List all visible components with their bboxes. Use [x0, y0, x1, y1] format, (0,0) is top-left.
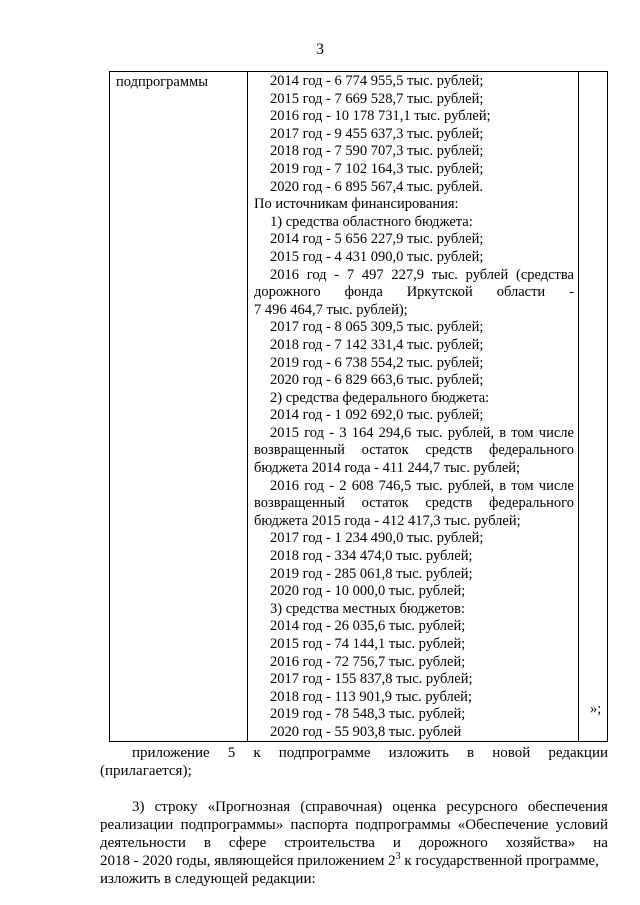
word: в: [203, 835, 211, 851]
word: рублей,: [447, 424, 495, 441]
word: Иркутской: [406, 284, 473, 301]
word: редакции: [548, 745, 608, 761]
word: -: [569, 284, 574, 301]
word: 2015: [270, 424, 299, 441]
financing-cell: [254, 73, 574, 742]
financing-line: 2019 год - 6 738 554,2 тыс. рублей;: [270, 354, 484, 371]
word: год: [304, 477, 324, 494]
word: рублей,: [447, 477, 495, 494]
word: (средства: [515, 266, 574, 283]
word: обеспечения: [527, 799, 608, 815]
word: 2016: [270, 477, 299, 494]
word: (справочная): [300, 799, 383, 815]
word: подпрограммы: [355, 817, 451, 833]
superscript: 3: [395, 851, 401, 862]
word: средств: [425, 442, 473, 459]
word: -: [329, 424, 335, 441]
financing-line: 2014 год - 1 092 692,0 тыс. рублей;: [270, 407, 484, 424]
word: -: [334, 266, 340, 283]
financing-line: 2018 год - 7 590 707,3 тыс. рублей;: [270, 143, 484, 160]
word: средств: [425, 495, 473, 512]
word: к: [253, 745, 261, 761]
word: «Обеспечение: [457, 817, 549, 833]
word: тыс.: [416, 424, 443, 441]
word: -: [329, 477, 335, 494]
word: 7: [346, 266, 355, 283]
financing-line: 2017 год - 155 837,8 тыс. рублей;: [270, 671, 473, 688]
word: 2: [339, 477, 347, 494]
word: фонда: [344, 284, 383, 301]
word: ресурсного: [446, 799, 518, 815]
column-divider: [247, 72, 248, 741]
word: 746,5: [378, 477, 412, 494]
word: дорожного: [254, 284, 321, 301]
financing-line: 2017 год - 9 455 637,3 тыс. рублей;: [270, 125, 484, 142]
financing-line: [254, 267, 574, 285]
financing-line: 1) средства областного бюджета:: [270, 213, 473, 230]
text-line: [100, 852, 608, 870]
text-line: [100, 744, 608, 762]
word: 227,9: [391, 266, 425, 283]
word: области: [496, 284, 546, 301]
paragraph-appendix: [100, 744, 608, 780]
financing-line: бюджета 2014 года - 411 244,7 тыс. рублей;: [254, 460, 521, 477]
word: остаток: [361, 442, 409, 459]
word: 2016: [270, 266, 299, 283]
financing-line: 2014 год - 6 774 955,5 тыс. рублей;: [270, 73, 484, 89]
financing-line: 2018 год - 113 901,9 тыс. рублей;: [270, 688, 472, 705]
financing-line: 2018 год - 334 474,0 тыс. рублей;: [270, 548, 473, 565]
financing-line: [254, 478, 574, 496]
financing-line: [254, 442, 574, 460]
word: новой: [492, 745, 531, 761]
financing-line: 2017 год - 1 234 490,0 тыс. рублей;: [270, 530, 484, 547]
word: возвращенный: [254, 495, 345, 512]
financing-line: 2) средства федерального бюджета:: [270, 389, 490, 406]
word: 497: [361, 266, 384, 283]
text-fragment: 2018 - 2020 годы, являющейся приложением 2: [100, 853, 396, 869]
word: строительства: [284, 835, 375, 851]
text-line: [100, 834, 608, 852]
word: подпрограммы»: [180, 817, 284, 833]
word: федерального: [489, 442, 574, 459]
paragraph-row-replacement: [100, 798, 608, 888]
word: год: [306, 266, 327, 283]
column-divider: [578, 72, 579, 741]
word: изложить: [388, 745, 449, 761]
text-line: изложить в следующей редакции:: [100, 871, 316, 887]
word: числе: [538, 477, 574, 494]
financing-line: 2020 год - 6 895 567,4 тыс. рублей.: [270, 178, 483, 195]
financing-line: 2020 год - 55 903,8 тыс. рублей: [270, 723, 462, 740]
word: условий: [555, 817, 608, 833]
financing-line: 2015 год - 7 669 528,7 тыс. рублей;: [270, 90, 484, 107]
word: тыс.: [431, 266, 458, 283]
word: в: [499, 424, 507, 441]
word: остаток: [361, 495, 409, 512]
financing-line: [254, 495, 574, 513]
financing-line: 2019 год - 7 102 164,3 тыс. рублей;: [270, 160, 484, 177]
financing-line: 2020 год - 10 000,0 тыс. рублей;: [270, 583, 466, 600]
financing-line: 2016 год - 72 756,7 тыс. рублей;: [270, 653, 466, 670]
word: числе: [538, 424, 574, 441]
word: в: [467, 745, 475, 761]
word: 294,6: [378, 424, 412, 441]
text-line: [100, 816, 608, 834]
word: хозяйства»: [505, 835, 576, 851]
financing-line: [254, 425, 574, 443]
financing-line: [254, 284, 574, 302]
text-fragment: к государственной программе,: [400, 853, 599, 869]
word: 5: [227, 745, 236, 761]
word: «Прогнозная: [207, 799, 291, 815]
word: том: [511, 424, 534, 441]
word: 164: [351, 424, 374, 441]
word: том: [511, 477, 534, 494]
word: подпрограмме: [278, 745, 371, 761]
word: и: [392, 835, 401, 851]
financing-line: 2014 год - 26 035,6 тыс. рублей;: [270, 618, 466, 635]
financing-line: 7 496 464,7 тыс. рублей);: [254, 301, 408, 318]
word: 608: [351, 477, 374, 494]
word: реализации: [100, 817, 174, 833]
row-label: подпрограммы: [116, 74, 208, 90]
text-line: (прилагается);: [100, 763, 192, 779]
word: тыс.: [416, 477, 443, 494]
word: приложение: [132, 745, 210, 761]
closing-quote: »;: [590, 701, 602, 717]
financing-line: 2018 год - 7 142 331,4 тыс. рублей;: [270, 336, 484, 353]
word: дорожного: [418, 835, 488, 851]
financing-line: 2016 год - 10 178 731,1 тыс. рублей;: [270, 108, 491, 125]
financing-line: 2015 год - 74 144,1 тыс. рублей;: [270, 636, 466, 652]
word: паспорта: [290, 817, 349, 833]
word: строку: [154, 799, 198, 815]
financing-line: 2017 год - 8 065 309,5 тыс. рублей;: [270, 319, 484, 336]
word: 3: [339, 424, 347, 441]
word: в: [499, 477, 507, 494]
word: 3): [132, 799, 145, 815]
financing-line: 2015 год - 4 431 090,0 тыс. рублей;: [270, 248, 484, 265]
word: возвращенный: [254, 442, 345, 459]
financing-line: 2019 год - 285 061,8 тыс. рублей;: [270, 565, 473, 582]
word: федерального: [489, 495, 574, 512]
page-number: 3: [316, 41, 324, 58]
financing-line: 2019 год - 78 548,3 тыс. рублей;: [270, 706, 466, 723]
financing-line: 3) средства местных бюджетов:: [270, 600, 466, 617]
financing-line: По источникам финансирования:: [254, 196, 459, 213]
word: оценка: [392, 799, 437, 815]
financing-line: 2014 год - 5 656 227,9 тыс. рублей;: [270, 231, 484, 248]
financing-line: 2020 год - 6 829 663,6 тыс. рублей;: [270, 372, 484, 389]
word: рублей: [465, 266, 509, 283]
passport-table: [109, 71, 608, 742]
financing-line: бюджета 2015 года - 412 417,3 тыс. рублей;: [254, 512, 521, 529]
text-line: [100, 798, 608, 816]
word: деятельности: [100, 835, 186, 851]
word: сфере: [228, 835, 267, 851]
word: год: [304, 424, 324, 441]
word: на: [593, 835, 608, 851]
